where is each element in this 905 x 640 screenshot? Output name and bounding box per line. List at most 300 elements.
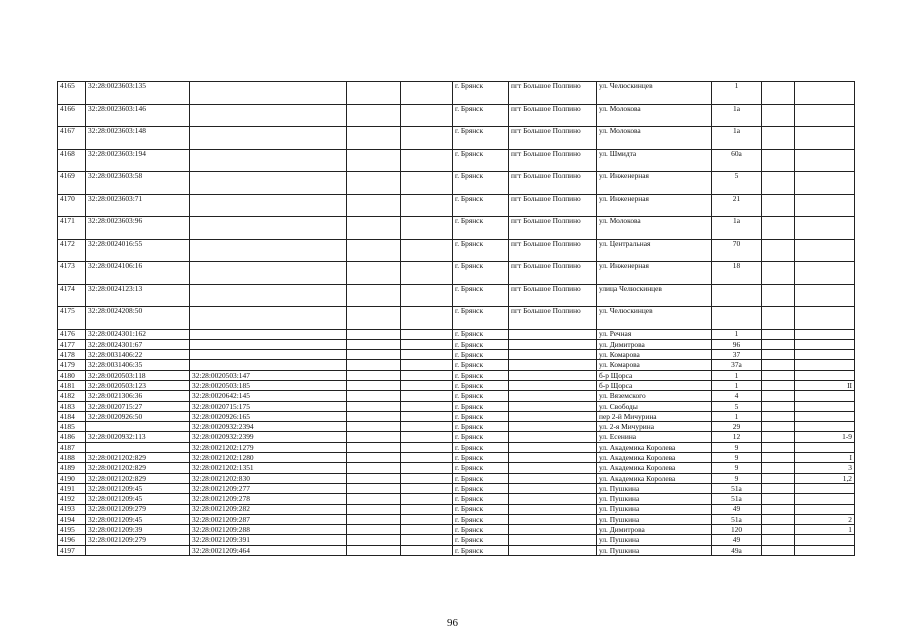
building-cadastral-number-cell: 32:28:0021202:1279 — [190, 442, 347, 452]
house-number-cell: 1 — [712, 82, 762, 105]
settlement-cell — [509, 380, 597, 390]
row-number-cell: 4173 — [58, 262, 86, 285]
city-cell: г. Брянск — [453, 239, 509, 262]
city-cell: г. Брянск — [453, 483, 509, 493]
table-row — [58, 217, 855, 240]
col-4-cell — [347, 525, 401, 535]
apartment-range-cell — [795, 307, 855, 330]
street-cell: ул. Шмидта — [597, 149, 712, 172]
settlement-cell — [509, 401, 597, 411]
col-5-cell — [401, 194, 453, 217]
city-cell: г. Брянск — [453, 525, 509, 535]
building-cadastral-number-cell: 32:28:0021209:391 — [190, 535, 347, 545]
table-row — [58, 483, 855, 493]
table-row — [58, 514, 855, 524]
settlement-cell: пгт Большое Полпино — [509, 262, 597, 285]
city-cell: г. Брянск — [453, 217, 509, 240]
street-cell: ул. Молокова — [597, 127, 712, 150]
col-10-cell — [762, 370, 795, 380]
street-cell: ул. Пушкина — [597, 514, 712, 524]
apartment-range-cell — [795, 239, 855, 262]
col-10-cell — [762, 514, 795, 524]
cadastral-number-cell: 32:28:0024106:16 — [86, 262, 190, 285]
row-number-cell: 4181 — [58, 380, 86, 390]
col-10-cell — [762, 127, 795, 150]
house-number-cell: 1а — [712, 217, 762, 240]
street-cell: б-р Щорса — [597, 370, 712, 380]
cadastral-number-cell: 32:28:0021209:279 — [86, 535, 190, 545]
settlement-cell — [509, 360, 597, 370]
row-number-cell: 4165 — [58, 82, 86, 105]
city-cell: г. Брянск — [453, 411, 509, 421]
table-row — [58, 473, 855, 483]
house-number-cell: 18 — [712, 262, 762, 285]
col-4-cell — [347, 172, 401, 195]
table-row — [58, 104, 855, 127]
col-10-cell — [762, 262, 795, 285]
cadastral-number-cell: 32:28:0024301:162 — [86, 329, 190, 339]
building-cadastral-number-cell: 32:28:0020932:2394 — [190, 422, 347, 432]
settlement-cell: пгт Большое Полпино — [509, 104, 597, 127]
house-number-cell: 37 — [712, 350, 762, 360]
cadastral-number-cell: 32:28:0024016:55 — [86, 239, 190, 262]
table-row — [58, 411, 855, 421]
house-number-cell: 29 — [712, 422, 762, 432]
col-4-cell — [347, 453, 401, 463]
street-cell: ул. Пушкина — [597, 483, 712, 493]
street-cell: ул. Комарова — [597, 350, 712, 360]
row-number-cell: 4172 — [58, 239, 86, 262]
street-cell: улица Челюскинцев — [597, 284, 712, 307]
cadastral-number-cell: 32:28:0031406:35 — [86, 360, 190, 370]
col-5-cell — [401, 262, 453, 285]
table-row — [58, 329, 855, 339]
cadastral-number-cell: 32:28:0021202:829 — [86, 463, 190, 473]
settlement-cell — [509, 422, 597, 432]
building-cadastral-number-cell: 32:28:0021202:1351 — [190, 463, 347, 473]
settlement-cell — [509, 411, 597, 421]
col-5-cell — [401, 401, 453, 411]
col-10-cell — [762, 494, 795, 504]
apartment-range-cell — [795, 172, 855, 195]
table-row — [58, 339, 855, 349]
cadastral-number-cell: 32:28:0023603:194 — [86, 149, 190, 172]
building-cadastral-number-cell — [190, 149, 347, 172]
apartment-range-cell: 1-9 — [795, 432, 855, 442]
street-cell: ул. Пушкина — [597, 535, 712, 545]
cadastral-number-cell: 32:28:0021306:36 — [86, 391, 190, 401]
apartment-range-cell — [795, 401, 855, 411]
row-number-cell: 4176 — [58, 329, 86, 339]
table-row — [58, 380, 855, 390]
row-number-cell: 4197 — [58, 545, 86, 555]
col-4-cell — [347, 442, 401, 452]
apartment-range-cell — [795, 370, 855, 380]
street-cell: ул. Пушкина — [597, 504, 712, 514]
row-number-cell: 4186 — [58, 432, 86, 442]
street-cell: ул. Академика Королева — [597, 442, 712, 452]
house-number-cell: 4 — [712, 391, 762, 401]
col-5-cell — [401, 82, 453, 105]
col-5-cell — [401, 525, 453, 535]
col-5-cell — [401, 172, 453, 195]
apartment-range-cell: 2 — [795, 514, 855, 524]
col-5-cell — [401, 504, 453, 514]
col-5-cell — [401, 483, 453, 493]
street-cell: ул. Молокова — [597, 217, 712, 240]
apartment-range-cell — [795, 504, 855, 514]
settlement-cell — [509, 391, 597, 401]
settlement-cell — [509, 453, 597, 463]
house-number-cell: 51а — [712, 483, 762, 493]
col-10-cell — [762, 432, 795, 442]
apartment-range-cell: II — [795, 380, 855, 390]
col-5-cell — [401, 284, 453, 307]
settlement-cell — [509, 329, 597, 339]
settlement-cell — [509, 535, 597, 545]
settlement-cell: пгт Большое Полпино — [509, 307, 597, 330]
cadastral-number-cell — [86, 545, 190, 555]
apartment-range-cell: I — [795, 453, 855, 463]
apartment-range-cell: 1,2 — [795, 473, 855, 483]
table-row — [58, 172, 855, 195]
apartment-range-cell — [795, 422, 855, 432]
settlement-cell — [509, 350, 597, 360]
row-number-cell: 4167 — [58, 127, 86, 150]
apartment-range-cell — [795, 360, 855, 370]
table-row — [58, 370, 855, 380]
col-4-cell — [347, 149, 401, 172]
apartment-range-cell — [795, 411, 855, 421]
row-number-cell: 4182 — [58, 391, 86, 401]
city-cell: г. Брянск — [453, 104, 509, 127]
col-4-cell — [347, 535, 401, 545]
street-cell: ул. Димитрова — [597, 525, 712, 535]
col-5-cell — [401, 514, 453, 524]
street-cell: ул. Инженерная — [597, 172, 712, 195]
apartment-range-cell — [795, 483, 855, 493]
cadastral-number-cell: 32:28:0020932:113 — [86, 432, 190, 442]
settlement-cell: пгт Большое Полпино — [509, 239, 597, 262]
col-4-cell — [347, 339, 401, 349]
row-number-cell: 4183 — [58, 401, 86, 411]
cadastral-number-cell: 32:28:0021209:45 — [86, 483, 190, 493]
settlement-cell — [509, 432, 597, 442]
cadastral-number-cell: 32:28:0021202:829 — [86, 453, 190, 463]
table-row — [58, 494, 855, 504]
street-cell: ул. Инженерная — [597, 194, 712, 217]
settlement-cell: пгт Большое Полпино — [509, 82, 597, 105]
col-10-cell — [762, 535, 795, 545]
street-cell: ул. Центральная — [597, 239, 712, 262]
city-cell: г. Брянск — [453, 339, 509, 349]
building-cadastral-number-cell — [190, 239, 347, 262]
building-cadastral-number-cell — [190, 194, 347, 217]
col-10-cell — [762, 217, 795, 240]
col-4-cell — [347, 473, 401, 483]
apartment-range-cell — [795, 284, 855, 307]
settlement-cell — [509, 473, 597, 483]
row-number-cell: 4192 — [58, 494, 86, 504]
col-4-cell — [347, 104, 401, 127]
apartment-range-cell: 1 — [795, 525, 855, 535]
city-cell: г. Брянск — [453, 350, 509, 360]
col-5-cell — [401, 104, 453, 127]
col-4-cell — [347, 422, 401, 432]
house-number-cell: 60а — [712, 149, 762, 172]
house-number-cell: 1а — [712, 104, 762, 127]
house-number-cell: 120 — [712, 525, 762, 535]
col-4-cell — [347, 329, 401, 339]
row-number-cell: 4184 — [58, 411, 86, 421]
apartment-range-cell — [795, 194, 855, 217]
apartment-range-cell — [795, 545, 855, 555]
settlement-cell — [509, 494, 597, 504]
apartment-range-cell: 3 — [795, 463, 855, 473]
col-10-cell — [762, 329, 795, 339]
building-cadastral-number-cell — [190, 104, 347, 127]
house-number-cell: 1 — [712, 329, 762, 339]
col-5-cell — [401, 453, 453, 463]
col-4-cell — [347, 82, 401, 105]
city-cell: г. Брянск — [453, 401, 509, 411]
row-number-cell: 4189 — [58, 463, 86, 473]
row-number-cell: 4180 — [58, 370, 86, 380]
col-5-cell — [401, 391, 453, 401]
city-cell: г. Брянск — [453, 514, 509, 524]
col-4-cell — [347, 262, 401, 285]
cadastral-number-cell — [86, 442, 190, 452]
building-cadastral-number-cell: 32:28:0021209:287 — [190, 514, 347, 524]
house-number-cell: 51а — [712, 514, 762, 524]
col-10-cell — [762, 483, 795, 493]
col-10-cell — [762, 380, 795, 390]
cadastral-number-cell: 32:28:0021202:829 — [86, 473, 190, 483]
row-number-cell: 4175 — [58, 307, 86, 330]
col-5-cell — [401, 411, 453, 421]
col-5-cell — [401, 473, 453, 483]
table-row — [58, 545, 855, 555]
street-cell: ул. Инженерная — [597, 262, 712, 285]
col-10-cell — [762, 525, 795, 535]
col-5-cell — [401, 432, 453, 442]
col-5-cell — [401, 350, 453, 360]
building-cadastral-number-cell: 32:28:0020642:145 — [190, 391, 347, 401]
house-number-cell: 37а — [712, 360, 762, 370]
street-cell: ул. Есенина — [597, 432, 712, 442]
building-cadastral-number-cell: 32:28:0021202:830 — [190, 473, 347, 483]
house-number-cell: 96 — [712, 339, 762, 349]
cadastral-number-cell — [86, 422, 190, 432]
city-cell: г. Брянск — [453, 453, 509, 463]
row-number-cell: 4171 — [58, 217, 86, 240]
cadastral-number-cell: 32:28:0023603:146 — [86, 104, 190, 127]
apartment-range-cell — [795, 494, 855, 504]
building-cadastral-number-cell — [190, 284, 347, 307]
house-number-cell: 1 — [712, 370, 762, 380]
table-row — [58, 262, 855, 285]
table-row — [58, 239, 855, 262]
building-cadastral-number-cell: 32:28:0020932:2399 — [190, 432, 347, 442]
building-cadastral-number-cell: 32:28:0020926:165 — [190, 411, 347, 421]
cadastral-number-cell: 32:28:0021209:279 — [86, 504, 190, 514]
col-10-cell — [762, 401, 795, 411]
row-number-cell: 4178 — [58, 350, 86, 360]
table-row — [58, 422, 855, 432]
col-10-cell — [762, 350, 795, 360]
cadastral-number-cell: 32:28:0024123:13 — [86, 284, 190, 307]
col-5-cell — [401, 545, 453, 555]
street-cell: ул. Вяземского — [597, 391, 712, 401]
col-10-cell — [762, 149, 795, 172]
col-5-cell — [401, 494, 453, 504]
col-5-cell — [401, 422, 453, 432]
house-number-cell — [712, 307, 762, 330]
settlement-cell — [509, 442, 597, 452]
col-10-cell — [762, 82, 795, 105]
cadastral-number-cell: 32:28:0020926:50 — [86, 411, 190, 421]
table-row — [58, 82, 855, 105]
col-5-cell — [401, 217, 453, 240]
building-cadastral-number-cell — [190, 307, 347, 330]
street-cell: ул. Челюскинцев — [597, 307, 712, 330]
col-10-cell — [762, 339, 795, 349]
row-number-cell: 4187 — [58, 442, 86, 452]
table-row — [58, 432, 855, 442]
building-cadastral-number-cell — [190, 217, 347, 240]
table-row — [58, 504, 855, 514]
house-number-cell: 51а — [712, 494, 762, 504]
cadastral-number-cell: 32:28:0020503:123 — [86, 380, 190, 390]
table-row — [58, 284, 855, 307]
col-4-cell — [347, 494, 401, 504]
table-row — [58, 453, 855, 463]
cadastral-number-cell: 32:28:0023603:71 — [86, 194, 190, 217]
cadastral-number-cell: 32:28:0024208:50 — [86, 307, 190, 330]
col-5-cell — [401, 535, 453, 545]
cadastral-number-cell: 32:28:0020503:118 — [86, 370, 190, 380]
street-cell: ул. Молокова — [597, 104, 712, 127]
city-cell: г. Брянск — [453, 329, 509, 339]
col-10-cell — [762, 442, 795, 452]
street-cell: ул. Академика Королева — [597, 473, 712, 483]
settlement-cell: пгт Большое Полпино — [509, 149, 597, 172]
col-4-cell — [347, 411, 401, 421]
street-cell: ул. Академика Королева — [597, 453, 712, 463]
city-cell: г. Брянск — [453, 473, 509, 483]
cadastral-number-cell: 32:28:0023603:58 — [86, 172, 190, 195]
street-cell: ул. Академика Королева — [597, 463, 712, 473]
table-row — [58, 149, 855, 172]
house-number-cell: 49 — [712, 535, 762, 545]
col-4-cell — [347, 504, 401, 514]
cadastral-number-cell: 32:28:0024301:67 — [86, 339, 190, 349]
city-cell: г. Брянск — [453, 463, 509, 473]
row-number-cell: 4195 — [58, 525, 86, 535]
col-5-cell — [401, 307, 453, 330]
col-5-cell — [401, 329, 453, 339]
col-10-cell — [762, 307, 795, 330]
col-10-cell — [762, 391, 795, 401]
city-cell: г. Брянск — [453, 422, 509, 432]
col-10-cell — [762, 463, 795, 473]
building-cadastral-number-cell — [190, 82, 347, 105]
col-5-cell — [401, 339, 453, 349]
city-cell: г. Брянск — [453, 82, 509, 105]
city-cell: г. Брянск — [453, 494, 509, 504]
col-4-cell — [347, 350, 401, 360]
building-cadastral-number-cell: 32:28:0021209:288 — [190, 525, 347, 535]
cadastral-number-cell: 32:28:0023603:148 — [86, 127, 190, 150]
street-cell: пер 2-й Мичурина — [597, 411, 712, 421]
col-10-cell — [762, 239, 795, 262]
table-row — [58, 127, 855, 150]
apartment-range-cell — [795, 82, 855, 105]
col-10-cell — [762, 545, 795, 555]
house-number-cell: 70 — [712, 239, 762, 262]
row-number-cell: 4168 — [58, 149, 86, 172]
cadastral-number-cell: 32:28:0021209:45 — [86, 514, 190, 524]
street-cell: ул. 2-я Мичурина — [597, 422, 712, 432]
apartment-range-cell — [795, 127, 855, 150]
city-cell: г. Брянск — [453, 370, 509, 380]
row-number-cell: 4170 — [58, 194, 86, 217]
street-cell: ул. Речная — [597, 329, 712, 339]
building-cadastral-number-cell: 32:28:0020715:175 — [190, 401, 347, 411]
house-number-cell: 9 — [712, 463, 762, 473]
house-number-cell: 49 — [712, 504, 762, 514]
city-cell: г. Брянск — [453, 545, 509, 555]
table-row — [58, 442, 855, 452]
apartment-range-cell — [795, 442, 855, 452]
row-number-cell: 4188 — [58, 453, 86, 463]
apartment-range-cell — [795, 391, 855, 401]
row-number-cell: 4193 — [58, 504, 86, 514]
table-row — [58, 307, 855, 330]
settlement-cell — [509, 339, 597, 349]
city-cell: г. Брянск — [453, 127, 509, 150]
building-cadastral-number-cell — [190, 339, 347, 349]
table-row — [58, 463, 855, 473]
city-cell: г. Брянск — [453, 391, 509, 401]
city-cell: г. Брянск — [453, 262, 509, 285]
building-cadastral-number-cell — [190, 350, 347, 360]
apartment-range-cell — [795, 329, 855, 339]
house-number-cell: 49а — [712, 545, 762, 555]
col-10-cell — [762, 284, 795, 307]
settlement-cell — [509, 514, 597, 524]
row-number-cell: 4185 — [58, 422, 86, 432]
house-number-cell: 1 — [712, 380, 762, 390]
col-10-cell — [762, 172, 795, 195]
col-4-cell — [347, 360, 401, 370]
cadastral-number-cell: 32:28:0021209:45 — [86, 494, 190, 504]
street-cell: ул. Пушкина — [597, 545, 712, 555]
settlement-cell — [509, 504, 597, 514]
col-10-cell — [762, 411, 795, 421]
row-number-cell: 4196 — [58, 535, 86, 545]
table-row — [58, 350, 855, 360]
street-cell: ул. Пушкина — [597, 494, 712, 504]
row-number-cell: 4169 — [58, 172, 86, 195]
col-5-cell — [401, 380, 453, 390]
building-cadastral-number-cell — [190, 360, 347, 370]
row-number-cell: 4166 — [58, 104, 86, 127]
row-number-cell: 4194 — [58, 514, 86, 524]
building-cadastral-number-cell: 32:28:0021209:277 — [190, 483, 347, 493]
house-number-cell: 9 — [712, 442, 762, 452]
settlement-cell: пгт Большое Полпино — [509, 194, 597, 217]
